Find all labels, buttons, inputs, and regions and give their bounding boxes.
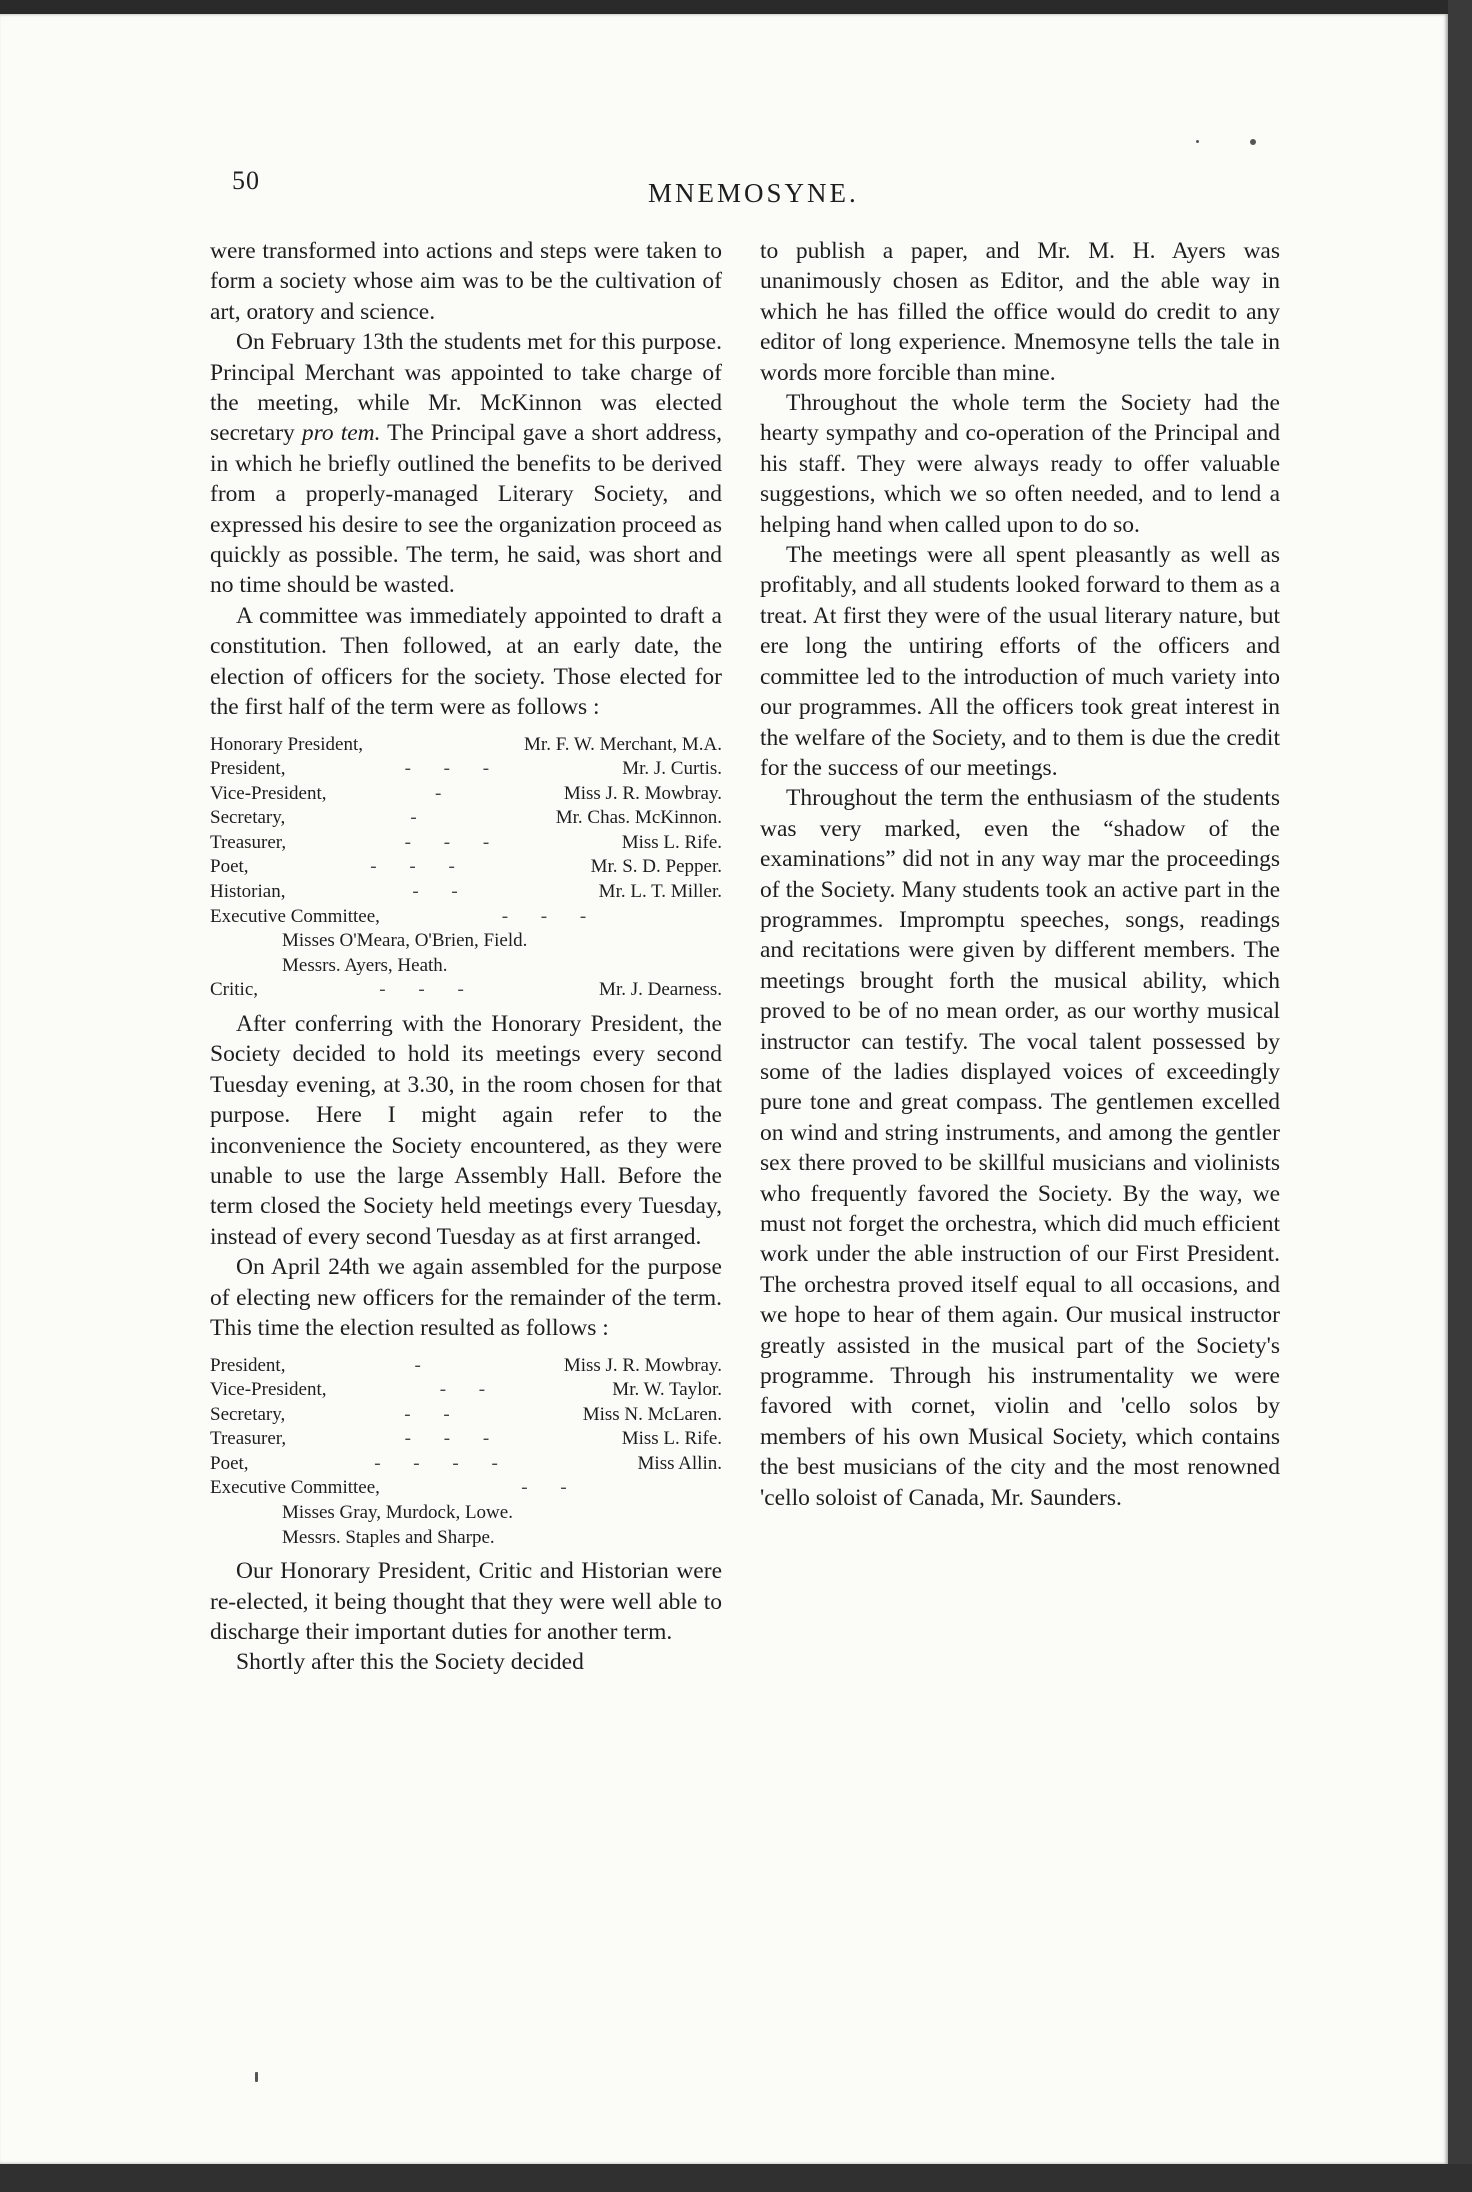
right-column	[760, 236, 1280, 1513]
paragraph: On February 13th the students met for this purpose. Principal Merchant was appointed to take charge of the meeting, while Mr. McKinnon was elected secretary pro tem. The Principal gave a short address, in which he briefly outlined the benefits to be derived from a properly-managed Literary Society, and expressed his desire to see the organization proceed as quickly as possible. The term, he said, was short and no time should be wasted.	[210, 329, 722, 599]
paragraph: were transformed into actions and steps were taken to form a society whose aim was to be the cultivation of art, oratory and science.	[210, 238, 722, 325]
left-column	[210, 236, 722, 1678]
officer-row: Poet, - - - - Miss Allin.	[210, 1452, 722, 1474]
officer-row: Treasurer, - - - Miss L. Rife.	[210, 831, 722, 853]
executive-members: Messrs. Ayers, Heath.	[282, 954, 448, 976]
officer-row: Critic, - - - Mr. J. Dearness.	[210, 979, 722, 1001]
officer-row: Vice-President, - - Mr. W. Taylor.	[210, 1379, 722, 1401]
scan-edge-right	[1448, 0, 1472, 2192]
paragraph: On April 24th we again assembled for the purpose of electing new officers for the remainder of the term. This time the election resulted as follows :	[210, 1254, 722, 1342]
paragraph: A committee was immediately appointed to draft a constitution. Then followed, at an early date, the election of officers for the society. Those elected for the first half of the term were as follows :	[210, 602, 722, 721]
paragraph: Throughout the whole term the Society had the hearty sympathy and co-operation of the Principal and his staff. They were always ready to offer valuable suggestions, which we so often needed, and to lend a helping hand when called upon to do so.	[760, 390, 1280, 538]
paragraph: After conferring with the Honorary President, the Society decided to hold its meetings every second Tuesday evening, at 3.30, in the room chosen for that purpose. Here I might again refer to the inconvenience the Society encountered, as they were unable to use the large Assembly Hall. Before the term closed the Society held meetings every Tuesday, instead of every second Tuesday as at first arranged.	[210, 1011, 722, 1250]
paragraph: Shortly after this the Society decided	[236, 1649, 584, 1676]
book-page	[0, 14, 1448, 2164]
page-number: 50	[232, 166, 260, 195]
officer-row: Executive Committee, - -	[210, 1477, 581, 1499]
officer-row: Vice-President, - Miss J. R. Mowbray.	[210, 782, 722, 804]
officer-row: Poet, - - - Mr. S. D. Pepper.	[210, 856, 722, 878]
ink-speck	[1250, 139, 1256, 145]
executive-members: Misses Gray, Murdock, Lowe.	[282, 1502, 513, 1524]
officers-list-first	[210, 733, 722, 1004]
running-title: MNEMOSYNE.	[648, 178, 859, 208]
scan-edge-bottom	[0, 2164, 1472, 2192]
officer-row: Honorary President, Mr. F. W. Merchant, M.A.	[210, 733, 722, 755]
officer-row: President, - Miss J. R. Mowbray.	[210, 1354, 722, 1376]
officer-row: Secretary, - Mr. Chas. McKinnon.	[210, 807, 722, 829]
executive-members: Messrs. Staples and Sharpe.	[282, 1526, 495, 1548]
paragraph: The meetings were all spent pleasantly as well as profitably, and all students looked forward to them as a treat. At first they were of the usual literary nature, but ere long the untiring efforts of the officers and committee led to the introduction of much variety into our programmes. All the officers took great interest in the welfare of the Society, and to them is due the credit for the success of our meetings.	[760, 542, 1280, 781]
officer-row: Executive Committee, - - -	[210, 905, 601, 927]
officers-list-second	[210, 1354, 722, 1551]
ink-speck	[1196, 140, 1199, 143]
paragraph: Our Honorary President, Critic and Historian were re-elected, it being thought that they were well able to discharge their important duties for another term.	[210, 1558, 722, 1646]
officer-row: Secretary, - - Miss N. McLaren.	[210, 1403, 722, 1425]
paragraph: Throughout the term the enthusiasm of the students was very marked, even the “shadow of the examinations” did not in any way mar the proceedings of the Society. Many students took an active part in the programmes. Impromptu speeches, songs, readings and recitations were given by different members. The meetings brought forth the musical ability, which proved to be of no mean order, as our worthy musical instructor can testify. The vocal talent possessed by some of the ladies displayed voices of exceedingly pure tone and great compass. The gentlemen excelled on wind and string instruments, and among the gentler sex there proved to be skillful musicians and violinists who frequently favored the Society. By the way, we must not forget the orchestra, which did much efficient work under the able instruction of our First President. The orchestra proved itself equal to all occasions, and we hope to hear of them again. Our musical instructor greatly assisted in the musical part of the Society's programme. Through his instrumentality we were favored with cornet, violin and 'cello solos by members of his own Musical Society, which contains the best musicians of the city and the most renowned 'cello soloist of Canada, Mr. Saunders.	[760, 785, 1280, 1511]
paragraph: to publish a paper, and Mr. M. H. Ayers was unanimously chosen as Editor, and the able way in which he has filled the office would do credit to any editor of long experience. Mnemosyne tells the tale in words more forcible than mine.	[760, 238, 1280, 386]
officer-row: President, - - - Mr. J. Curtis.	[210, 758, 722, 780]
ink-speck	[255, 2072, 258, 2082]
officer-row: Historian, - - Mr. L. T. Miller.	[210, 881, 722, 903]
executive-members: Misses O'Meara, O'Brien, Field.	[282, 930, 528, 952]
officer-row: Treasurer, - - - Miss L. Rife.	[210, 1428, 722, 1450]
